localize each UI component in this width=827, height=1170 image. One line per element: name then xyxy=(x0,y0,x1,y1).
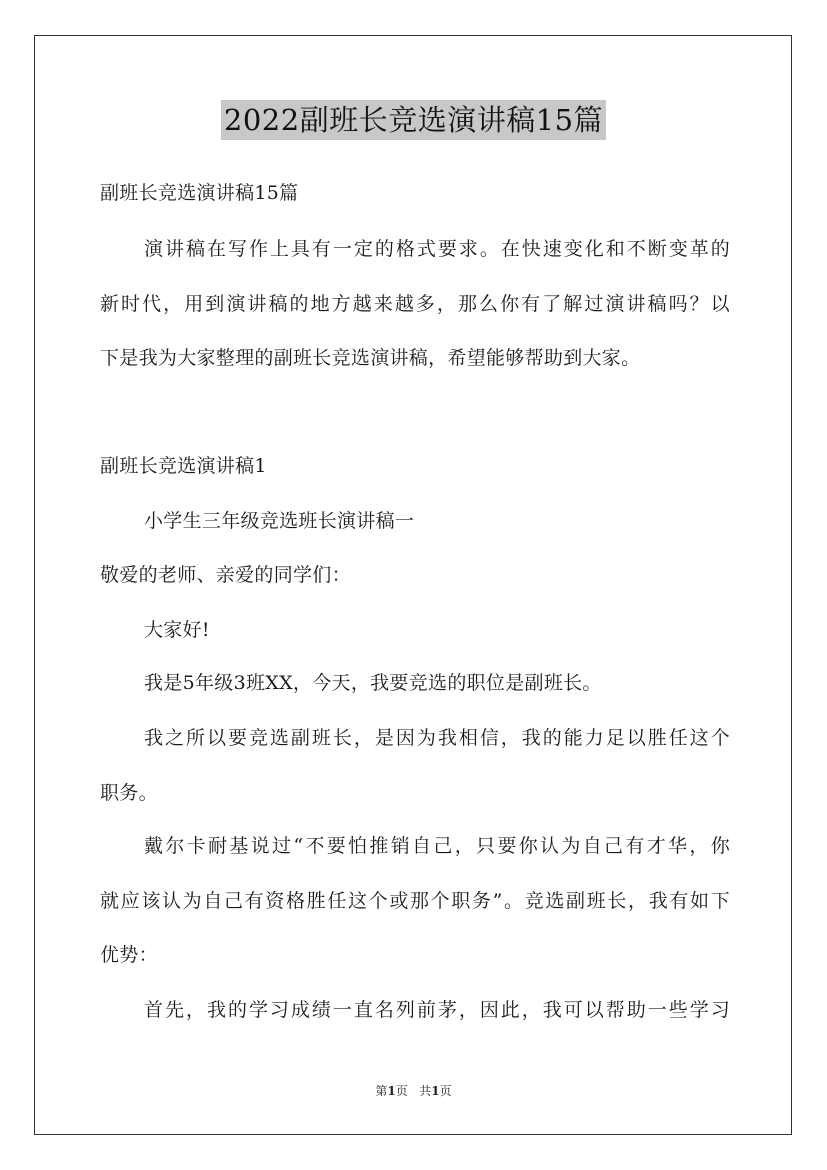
subtitle-line: 副班长竞选演讲稿15篇 xyxy=(100,182,299,204)
footer-page-suffix: 页 xyxy=(395,1084,408,1098)
paragraph-line: 新时代，用到演讲稿的地方越来越多，那么你有了解过演讲稿吗？以 xyxy=(100,293,730,315)
paragraph-line: 演讲稿在写作上具有一定的格式要求。在快速变化和不断变革的 xyxy=(144,238,730,260)
page-footer xyxy=(0,1083,827,1099)
title-container xyxy=(0,100,827,140)
footer-total-number: 1 xyxy=(431,1084,440,1098)
paragraph-line: 就应该认为自己有资格胜任这个或那个职务”。竞选副班长，我有如下 xyxy=(100,890,730,912)
footer-total-prefix: 共 xyxy=(419,1084,432,1098)
paragraph-line: 首先，我的学习成绩一直名列前茅，因此，我可以帮助一些学习 xyxy=(144,999,730,1021)
footer-page-prefix: 第 xyxy=(375,1084,388,1098)
greeting-line: 大家好! xyxy=(144,619,210,641)
paragraph-line: 下是我为大家整理的副班长竞选演讲稿，希望能够帮助到大家。 xyxy=(100,347,641,369)
paragraph-line: 优势： xyxy=(100,944,158,966)
paragraph-line: 戴尔卡耐基说过“不要怕推销自己，只要你认为自己有才华，你 xyxy=(144,835,730,857)
section-heading: 副班长竞选演讲稿1 xyxy=(100,455,267,477)
document-title: 2022副班长竞选演讲稿15篇 xyxy=(221,100,606,140)
paragraph-line: 我之所以要竞选副班长，是因为我相信，我的能力足以胜任这个 xyxy=(144,727,730,749)
footer-total-suffix: 页 xyxy=(439,1084,452,1098)
footer-page-number: 1 xyxy=(387,1084,396,1098)
paragraph-line: 小学生三年级竞选班长演讲稿一 xyxy=(144,510,415,532)
salutation-line: 敬爱的老师、亲爱的同学们： xyxy=(100,564,351,586)
paragraph-line: 职务。 xyxy=(100,782,158,804)
paragraph-line: 我是5年级3班XX，今天，我要竞选的职位是副班长。 xyxy=(144,672,602,694)
